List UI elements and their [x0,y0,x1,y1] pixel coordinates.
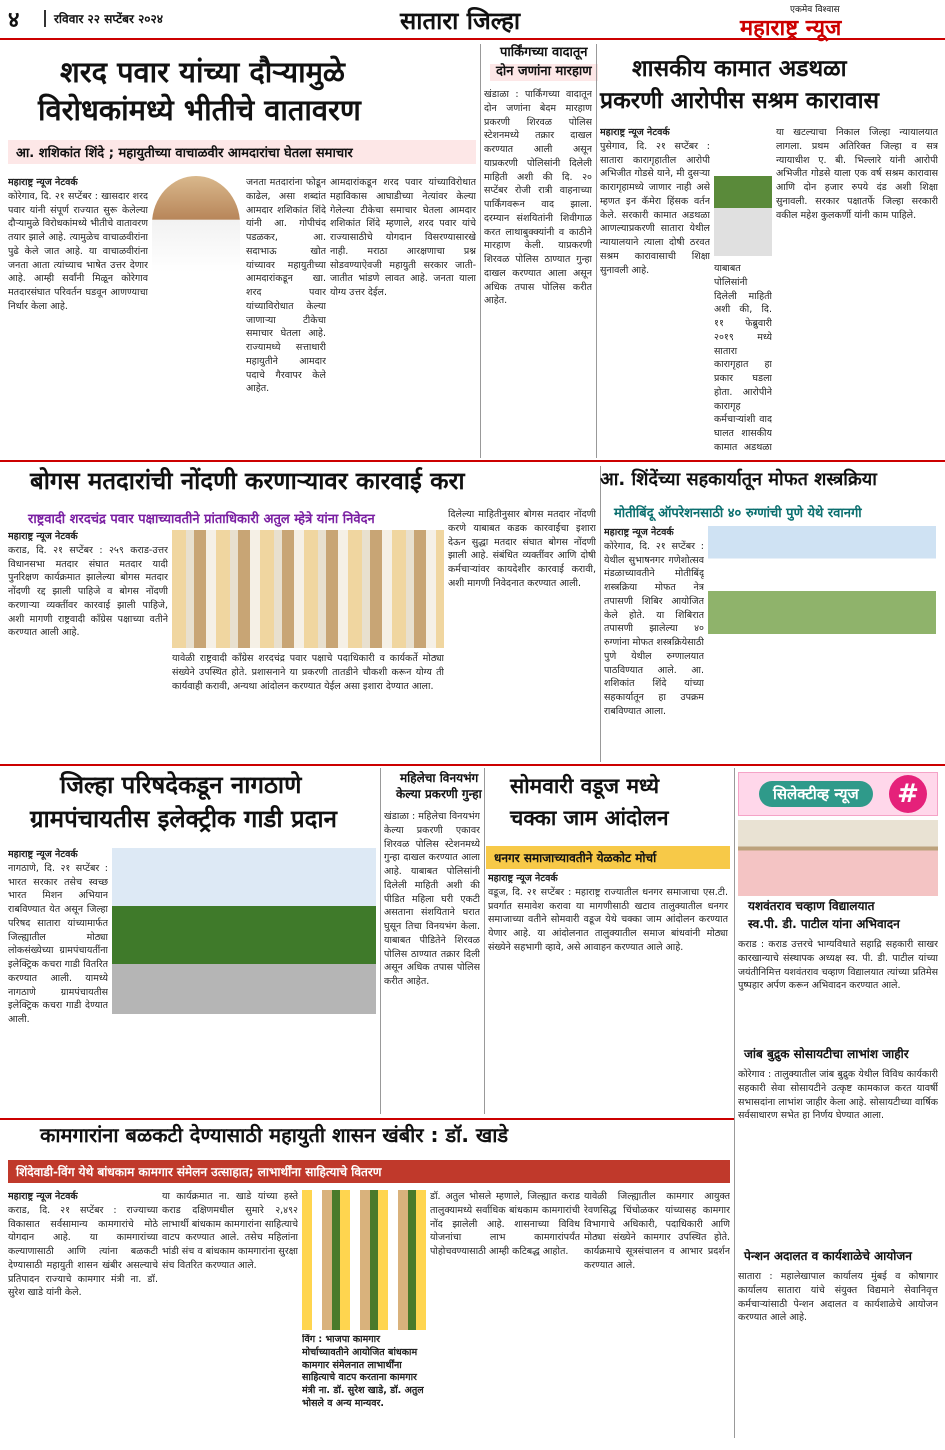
school-tribute-photo [738,820,938,896]
pawar-body-col1-text: कोरेगाव, दि. २१ सप्टेंबर : खासदार शरद पवार यांनी संपूर्ण राज्यात सुरू केलेल्या दौऱ्यामुळे विरोधकांमध्ये भीतीचे वातावरण तयार झाले आहे. त्यामुळेच वाचाळवीरांना पुढे केले जात आहे. या वाचाळवीरांना जनता आता त्यांच्याच भाषेत उत्तर देणार आहे. आम्ही सर्वांनी मिळून कोरेगाव मतदारसंघात परिवर्तन घडवून आणण्याचा निर्धार केला आहे. [8,190,148,312]
khade-body-col3: डॉ. अतुल भोसले म्हणाले, जिल्ह्यात कराड तालुक्यामध्ये सर्वाधिक बांधकाम कामगारांची नोंद झालेली आहे. शासनाच्या विविध योजनांचा लाभ कामगारांपर्यंत पोहोचवण्यासाठी आम्ही कटिबद्ध आहोत. [430,1191,580,1258]
pawar-dateline: महाराष्ट्र न्यूज नेटवर्क [8,177,78,188]
surgery-dateline: महाराष्ट्र न्यूज नेटवर्क [604,527,674,538]
vaduj-headline-line1: सोमवारी वडूज मध्ये [510,774,660,798]
column-divider [484,768,485,1114]
vaduj-body-text: वडूज, दि. २१ सप्टेंबर : महाराष्ट्र राज्यातील धनगर समाजाचा एस.टी. प्रवर्गात समावेश करावा या मागणीसाठी खटाव तालुक्यातील धनगर समाजाच्या वतीने सोमवारी वडूज येथे चक्का जाम आंदोलन करण्यात येणार आहे. या आंदोलनात तालुक्यातील समाज बांधवांनी मोठ्या संख्येने सहभागी व्हावे, असे आवाहन करण्यात आले आहे. [488,886,728,953]
khade-photo-caption: विंग : भाजपा कामगार मोर्चाच्यावतीने आयोजित बांधकाम कामगार संमेलनात लाभार्थींना साहित्याचे वाटप करताना कामगार मंत्री ना. डॉ. सुरेश खाडे, डॉ. अतुल भोसले व अन्य मान्यवर. [302,1334,424,1410]
row-divider [0,460,945,462]
bogus-headline: बोगस मतदारांची नोंदणी करणाऱ्यावर कारवाई करा [30,467,465,495]
bogus-memorandum-photo [172,530,444,648]
column-divider [734,768,735,1438]
pawar-headline-line2: विरोधकांमध्ये भीतीचे वातावरण [38,93,361,127]
sashikant-shinde-photo [152,176,240,272]
zp-headline-line2: ग्रामपंचायतीस इलेक्ट्रीक गाडी प्रदान [30,805,337,833]
selective-news-banner [738,772,938,816]
khade-subhead: शिंदेवाडी-विंग येथे बांधकाम कामगार संमेलन उत्साहात; लाभार्थींना साहित्याचे वितरण [8,1160,730,1183]
khade-headline: कामगारांना बळकटी देण्यासाठी महायुती शासन खंबीर : डॉ. खाडे [40,1123,509,1147]
zp-dateline: महाराष्ट्र न्यूज नेटवर्क [8,849,78,860]
zp-headline-line1: जिल्हा परिषदेकडून नागठाणे [60,771,302,799]
selective-item1-headline-line2: स्व.पी. डी. पाटील यांना अभिवादन [748,917,900,931]
masthead [0,0,945,40]
brand-name: महाराष्ट्र न्यूज [740,16,842,41]
khade-dateline: महाराष्ट्र न्यूज नेटवर्क [8,1191,78,1202]
selective-item1-body: कराड : कराड उत्तरचे भाग्यविधाते सहाद्रि सहकारी साखर कारखान्याचे संस्थापक अध्यक्ष स्व. पी. डी. पाटील यांच्या जयंतीनिमित्त यशवंतराव चव्हाण विद्यालयात त्यांच्या प्रतिमेस पुष्पहार अर्पण करून अभिवादन करण्यात आले. [738,939,938,992]
electric-vehicle-photo [112,848,376,1014]
molestation-headline: केल्या प्रकरणी गुन्हा [396,787,482,801]
selective-item2-body: कोरेगाव : तालुक्यातील जांब बुद्रुक येथील विविध कार्यकारी सहकारी सेवा सोसायटीने उत्कृष्ट कामकाज करत यावर्षी सभासदांना लाभांश जाहीर केला आहे. सोसायटीच्या वार्षिक सर्वसाधारण सभेत हा निर्णय घेण्यात आला. [738,1069,938,1122]
bogus-body-col1-text: कराड, दि. २१ सप्टेंबर : २५९ कराड-उत्तर विधानसभा मतदार संघात मतदार यादी पुनरिक्षण कार्यक्रमात झालेल्या बोगस मतदार नोंदणी रद्द झाली पाहिजे व बोगस नोंदणी करणाऱ्या व्यक्तींवर कारवाई झाली पाहिजे, अशी मागणी राष्ट्रवादी काँग्रेस पक्षाच्या वतीने करण्यात आली आहे. [8,544,168,639]
bogus-subhead: राष्ट्रवादी शरदचंद्र पवार पक्षाच्यावतीने प्रांताधिकारी अतुल म्हेत्रे यांना निवेदन [28,512,375,527]
pawar-subhead: आ. शशिकांत शिंदे ; महायुतीच्या वाचाळवीर आमदारांचा घेतला समाचार [8,140,476,164]
row-divider [0,1118,734,1120]
hashtag-icon: # [889,775,927,813]
pawar-body-col1 [8,176,148,416]
column-divider [380,768,381,1114]
court-dateline: महाराष्ट्र न्यूज नेटवर्क [600,127,670,138]
selective-item1-headline-line1: यशवंतराव चव्हाण विद्यालयात [748,899,875,913]
parking-kicker: पार्किंगच्या वादातून [500,45,588,60]
court-body-col1-text: पुसेगाव, दि. २१ सप्टेंबर : सातारा कारागृहातील आरोपी अभिजीत गोडसे याने, मी दुसऱ्या कारागृहामध्ये जाणार नाही असे म्हणत इन कॅमेरा हिंसक वर्तन केले. सरकारी कामात अडथळा आणल्याप्रकरणी सातारा येथील न्यायालयाने त्याला दोषी ठरवत सश्रम कारावासाची शिक्षा सुनावली आहे. [600,140,710,276]
khade-body-col1 [8,1190,158,1440]
vaduj-dateline: महाराष्ट्र न्यूज नेटवर्क [488,873,558,884]
column-divider [600,466,601,762]
molestation-kicker: महिलेचा विनयभंग [400,771,479,785]
section-title: सातारा जिल्हा [400,7,521,35]
khade-event-photo [302,1190,426,1330]
row-divider [0,764,945,766]
court-body-col2: याबाबत पोलिसांनी दिलेली माहिती अशी की, दि. ११ फेब्रुवारी २०१९ मध्ये सातारा कारागृहात हा प्रकार घडला होता. आरोपीने कारागृह कर्मचाऱ्यांशी वाद घालत शासकीय कामात अडथळा [714,263,772,453]
bogus-body-col3: यावेळी राष्ट्रवादी काँग्रेस शरदचंद्र पवार पक्षाचे पदाधिकारी व कार्यकर्ते मोठ्या संख्येने उपस्थित होते. प्रशासनाने या प्रकरणी तातडीने चौकशी करून योग्य ती कार्यवाही करावी, अन्यथा आंदोलन करण्यात येईल असा इशारा देण्यात आला. [172,653,444,692]
molestation-body: खंडाळा : महिलेचा विनयभंग केल्या प्रकरणी एकावर शिरवळ पोलिस स्टेशनमध्ये गुन्हा दाखल करण्यात आला आहे. याबाबत पोलिसांनी दिलेली माहिती अशी की पीडित महिला घरी एकटी असताना संशयिताने घरात घुसून तिचा विनयभंग केला. याबाबत पीडितेने शिरवळ पोलिस ठाण्यात तक्रार दिली असून अधिक तपास पोलिस करीत आहेत. [384,811,480,988]
column-divider [480,44,481,458]
issue-date: रविवार २२ सप्टेंबर २०२४ [44,10,163,27]
pawar-body-col3: आमदारांकडून शरद पवार यांच्याविरोधात महाविकास आघाडीच्या नेत्यांवर केल्या गेलेल्या टीकेचा समाचार घेतला आमदार शशिकांत शिंदे म्हणाले, शरद पवार यांचे राज्यासाठीचे योगदान विसरण्यासारखे नाही. मराठा आरक्षणाचा प्रश्न सोडवण्याऐवजी महायुती सरकार जाती-जातीत भांडणे लावत आहे. जनता याला योग्य उत्तर देईल. [330,177,476,299]
vaduj-subhead: धनगर समाजाच्यावतीने येळकोट मोर्चा [486,846,730,869]
surgery-headline: आ. शिंदेंच्या सहकार्यातून मोफत शस्त्रक्रिया [600,469,877,490]
vaduj-body [488,872,728,1112]
accused-photo [714,176,772,256]
bogus-body-col2: दिलेल्या माहितीनुसार बोगस मतदार नोंदणी करणे याबाबत कडक कारवाईचा इशारा देऊन सुद्धा मतदार संघात बोगस नोंदणी झाली आहे. संबंधित व्यक्तींवर आणि दोषी कर्मचाऱ्यांवर कायदेशीर कारवाई करावी, अशी मागणी निवेदनात करण्यात आली. [448,509,596,589]
court-headline-line1: शासकीय कामात अडथळा [632,56,847,82]
court-body-col3: या खटल्याचा निकाल जिल्हा न्यायालयात लागला. प्रथम अतिरिक्त जिल्हा व सत्र न्यायाधीश ए. बी. भिल्लारे यांनी आरोपी अभिजीत गोडसे याला एक वर्ष सश्रम कारावास आणि दोन हजार रुपये दंड अशी शिक्षा सुनावली. सरकार पक्षातर्फे जिल्हा सरकारी वकील महेश कुलकर्णी यांनी काम पाहिले. [776,127,938,221]
selective-item2-headline: जांब बुद्रुक सोसायटीचा लाभांश जाहीर [744,1047,909,1061]
patients-bus-photo [708,526,936,634]
surgery-body-text: कोरेगाव, दि. २१ सप्टेंबर : येथील सुभाषनगर गणेशोत्सव मंडळाच्यावतीने मोतीबिंदू शस्त्रक्रिया मोफत नेत्र तपासणी शिबिर आयोजित केले होते. या शिबिरात तपासणी झालेल्या ४० रुग्णांना मोफत शस्त्रक्रियेसाठी पुणे येथील रुग्णालयात पाठविण्यात आले. आ. शशिकांत शिंदे यांच्या सहकार्यातून हा उपक्रम राबविण्यात आला. [604,540,704,717]
surgery-subhead: मोतीबिंदू ऑपरेशनसाठी ४० रुग्णांची पुणे येथे रवानगी [614,506,862,521]
zp-body-text: नागठाणे, दि. २१ सप्टेंबर : भारत सरकार तसेच स्वच्छ भारत मिशन अभियान राबविण्यात येत असून जिल्हा परिषद सातारा यांच्यामार्फत जिल्ह्यातील मोठ्या लोकसंख्येच्या ग्रामपंचायतींना इलेक्ट्रिक कचरा गाडी वितरित करण्यात आली. यामध्ये नागठाणे ग्रामपंचायतीस इलेक्ट्रिक कचरा गाडी देण्यात आली. [8,862,108,1026]
parking-headline: दोन जणांना मारहाण [490,64,598,81]
parking-body: खंडाळा : पार्किंगच्या वादातून दोन जणांना बेदम मारहाण प्रकरणी शिरवळ पोलिस स्टेशनमध्ये तक्रार दाखल करण्यात आली असून याप्रकरणी पोलिसांनी दिलेली माहिती अशी की दि. २० सप्टेंबर रोजी रात्री वाहनाच्या पार्किंगवरून वाद झाला. दरम्यान संशयितांनी शिवीगाळ करत लाथाबुक्क्यांनी व काठीने मारहाण केली. याप्रकरणी शिरवळ पोलिस ठाण्यात गुन्हा दाखल करण्यात आला असून अधिक तपास पोलिस करीत आहेत. [484,89,592,307]
selective-news-label: सिलेक्टीव्ह न्यूज [759,781,873,807]
pawar-headline-line1: शरद पवार यांच्या दौऱ्यामुळे [60,55,345,89]
surgery-body-col1 [604,526,704,760]
page-number: ४ [8,8,20,33]
khade-body-col2: या कार्यक्रमात ना. खाडे यांच्या हस्ते कराड दक्षिणमधील सुमारे २,४९२ लाभार्थी बांधकाम कामगारांना साहित्याचे वाटप करण्यात आले. तसेच महिलांना भांडी संच व बांधकाम कामगारांना सुरक्षा संच वितरित करण्यात आले. [162,1191,298,1271]
brand-tagline: एकमेव विश्‍वास [790,5,840,15]
court-body-col1 [600,126,710,456]
khade-body-col4: यावेळी जिल्ह्यातील कामगार आयुक्त रेवणसिद्ध चिंचोळकर यांच्यासह कामगार विभागाचे अधिकारी, पदाधिकारी आणि मोठ्या संख्येने कामगार उपस्थित होते. कार्यक्रमाचे सूत्रसंचालन व आभार प्रदर्शन करण्यात आले. [584,1191,730,1271]
zp-body [8,848,108,1128]
selective-item3-headline: पेन्शन अदालत व कार्यशाळेचे आयोजन [744,1249,912,1263]
column-divider [596,44,597,458]
vaduj-headline-line2: चक्का जाम आंदोलन [510,806,669,830]
bogus-dateline: महाराष्ट्र न्यूज नेटवर्क [8,531,78,542]
bogus-body-col1 [8,530,168,760]
court-headline-line2: प्रकरणी आरोपीस सश्रम कारावास [600,88,880,114]
selective-item3-body: सातारा : महालेखापाल कार्यालय मुंबई व कोषागार कार्यालय सातारा यांचे संयुक्त विद्यमाने सेवानिवृत्त कर्मचाऱ्यांसाठी पेन्शन अदालत व कार्यशाळेचे आयोजन करण्यात आले आहे. [738,1271,938,1324]
pawar-body-col2: जनता मतदारांना फोडून काढेल, असा शब्दांत आमदार शशिकांत शिंदे यांनी आ. गोपीचंद पडळकर, आ. सदाभाऊ खोत यांच्यावर महायुतीच्या आमदारांकडून खा. शरद पवार यांच्याविरोधात केल्या जाणाऱ्या टीकेचा समाचार घेतला आहे. राज्यामध्ये सत्ताधारी महायुतीने आमदार पदाचे गैरवापर केले आहेत. [246,177,326,395]
khade-body-col1-text: कराड, दि. २१ सप्टेंबर : राज्याच्या विकासात सर्वसामान्य कामगारांचे मोठे योगदान आहे. या कामगारांच्या कल्याणासाठी आणि त्यांना बळकटी देण्यासाठी महायुती शासन खंबीर असल्याचे प्रतिपादन राज्याचे कामगार मंत्री ना. डॉ. सुरेश खाडे यांनी केले. [8,1204,158,1299]
